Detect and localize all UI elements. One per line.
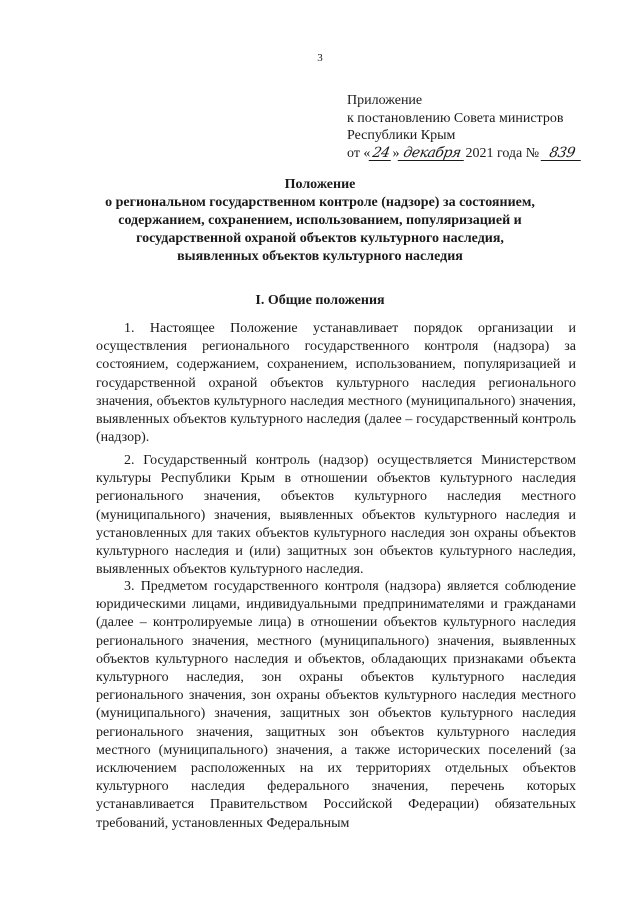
section-heading: I. Общие положения (255, 293, 385, 308)
appendix-block (347, 92, 582, 162)
paragraph-2-container (96, 452, 576, 597)
date-close-quote: » (392, 145, 400, 161)
paragraph-3-container (96, 578, 576, 851)
paragraph-2: 2. Государственный контроль (надзор) осуществляется Министерством культуры Республики Крым в отношении объектов культурного наследия регионального значения, объектов культурного наследия местного (муниципального) значения, выявленных объектов культурного наследия и установленных для таких объектов культурного наследия зон охраны объектов культурного наследия и (или) защитных зон объектов культурного наследия, выявленных объектов культурного наследия. (96, 453, 576, 578)
date-year: 2021 года № (465, 145, 540, 161)
title-line-2: содержанием, сохранением, использованием, популяризацией и (118, 213, 522, 228)
title-heading: Положение (284, 177, 356, 192)
handwritten-month: декабря (398, 146, 467, 161)
title-line-3: государственной охраной объектов культурного наследия, (136, 231, 504, 246)
title-line-4: выявленных объектов культурного наследия (177, 249, 463, 264)
paragraph-1: 1. Настоящее Положение устанавливает порядок организации и осуществления регионального государственного контроля (надзора) за состоянием, содержанием, сохранением, использованием, популяризацией и государственной охраной объектов культурного наследия регионального значения, объектов культурного наследия местного (муниципального) значения, выявленных объектов культурного наследия (далее – государственный контроль (надзор). (96, 321, 576, 446)
paragraph-3: 3. Предметом государственного контроля (надзора) является соблюдение юридическими лицами, индивидуальными предпринимателями и гражданами (далее – контролируемые лица) в отношении объектов культурного наследия регионального значения, местного (муниципального) значения, выявленных объектов культурного наследия и объектов, обладающих признаками объекта культурного наследия, зон охраны объектов культурного наследия регионального значения, зон охраны объектов культурного наследия местного (муниципального) значения, защитных зон объектов культурного наследия регионального значения, защитных зон объектов культурного наследия местного (муниципального) значения, а также исторических поселений (за исключением расположенных на их территориях отдельных объектов культурного наследия федерального значения, перечень которых устанавливается Правительством Российской Федерации) обязательных требований, установленных Федеральным (96, 579, 576, 831)
paragraph-1-container (96, 320, 576, 465)
handwritten-doc-number: 839 (541, 146, 584, 161)
appendix-date-line (347, 145, 582, 163)
handwritten-day: 24 (369, 146, 394, 161)
appendix-line-2: к постановлению Совета министров (347, 110, 564, 126)
page-number: 3 (317, 52, 323, 64)
title-line-1: о региональном государственном контроле (надзоре) за состоянием, (105, 195, 535, 210)
appendix-line-1: Приложение (347, 93, 423, 108)
document-title (60, 176, 580, 266)
date-prefix: от « (347, 145, 371, 161)
appendix-line-3: Республики Крым (347, 128, 456, 143)
